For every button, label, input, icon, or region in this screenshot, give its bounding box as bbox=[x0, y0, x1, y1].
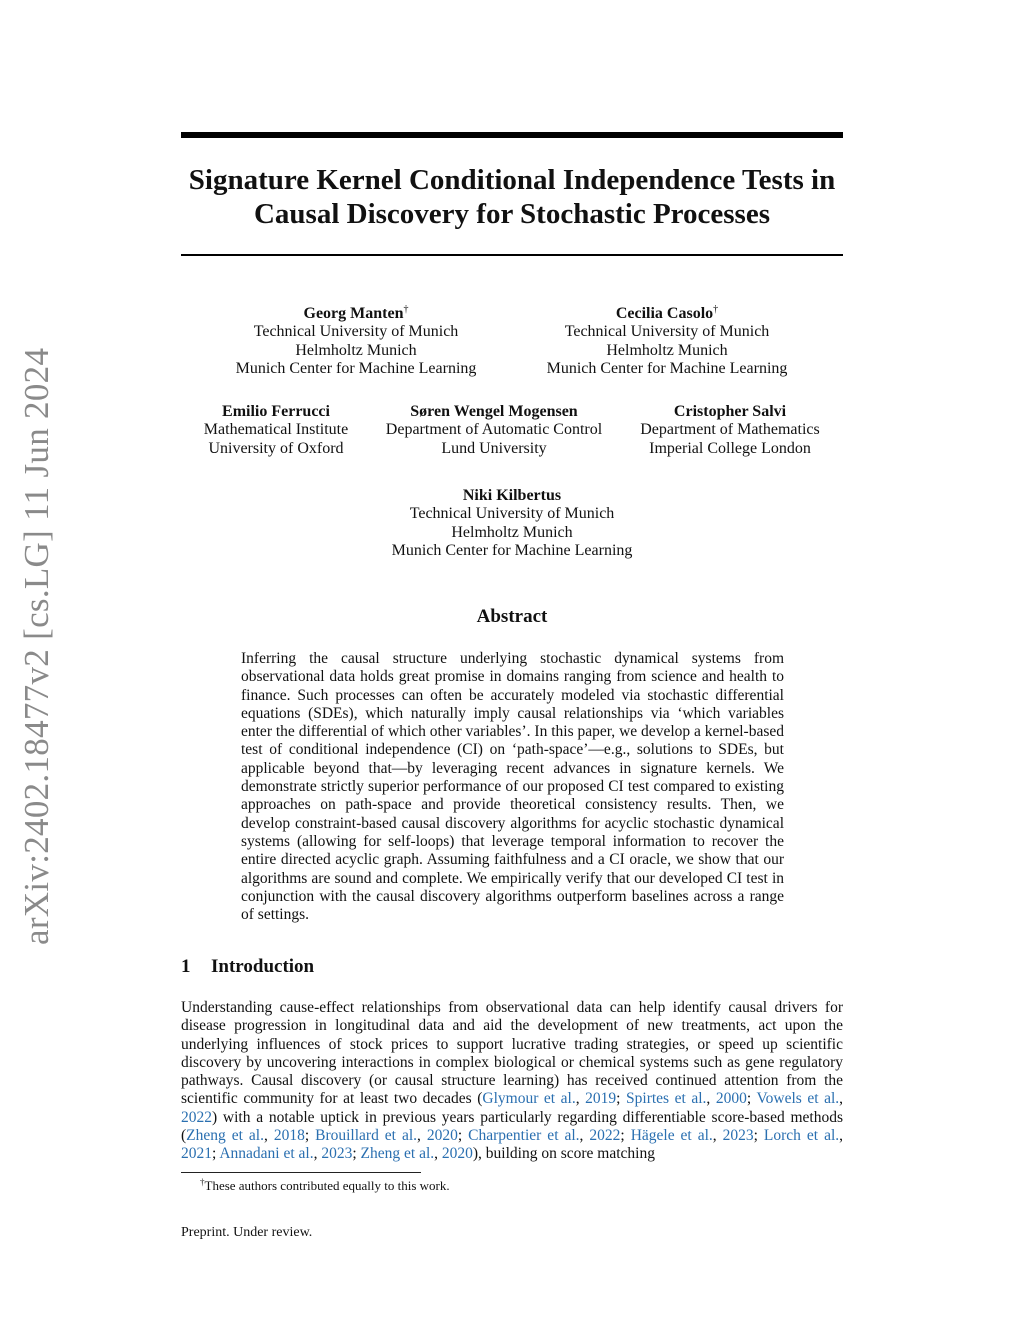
citation-link[interactable]: Brouillard et al. bbox=[315, 1127, 418, 1145]
author-name: Cristopher Salvi bbox=[673, 403, 787, 420]
section-title: Introduction bbox=[211, 956, 315, 977]
footnote-rule bbox=[181, 1172, 421, 1173]
citation-link[interactable]: 2020 bbox=[426, 1127, 458, 1145]
footnote-mark: † bbox=[200, 1177, 205, 1187]
author-affiliation: University of Oxford bbox=[208, 439, 344, 457]
footnote bbox=[200, 1177, 450, 1194]
citation-link[interactable]: 2018 bbox=[273, 1127, 305, 1145]
arxiv-stamp: arXiv:2402.18477v2 [cs.LG] 11 Jun 2024 bbox=[17, 347, 56, 945]
citation-link[interactable]: Vowels et al. bbox=[756, 1090, 840, 1108]
author-block bbox=[517, 301, 817, 378]
author-name: Søren Wengel Mogensen bbox=[410, 403, 578, 420]
citation-link[interactable]: 2000 bbox=[715, 1090, 747, 1108]
footnote-text: These authors contributed equally to this work. bbox=[204, 1178, 450, 1193]
author-block bbox=[186, 403, 366, 458]
citation-link[interactable]: 2020 bbox=[441, 1145, 473, 1163]
author-affiliation: Technical University of Munich bbox=[564, 323, 770, 341]
intro-text: Understanding cause-effect relationships from observational data can help identify causal drivers for disease progression in longitudinal data and aid the development of new treatments, act upon the underlying influences of stock prices to support lucrative trading strategies, or speed up scientific discovery by uncovering interactions in complex biological or chemical systems such as gene regulatory pathways. Causal discovery (or causal structure learning) has received continued attention from the scientific community for at least two decades ( bbox=[181, 999, 843, 1108]
citation-link[interactable]: Zheng et al. bbox=[186, 1127, 264, 1145]
author-affiliation: Technical University of Munich bbox=[409, 505, 615, 523]
citation-link[interactable]: Glymour et al. bbox=[482, 1090, 576, 1108]
author-affiliation: Helmholtz Munich bbox=[295, 341, 417, 359]
citation-link[interactable]: Charpentier et al. bbox=[468, 1127, 580, 1145]
equal-contribution-mark: † bbox=[713, 304, 719, 315]
section-number: 1 bbox=[181, 956, 191, 977]
author-affiliation: Munich Center for Machine Learning bbox=[391, 541, 633, 559]
author-name: Niki Kilbertus bbox=[462, 487, 562, 504]
citation-link[interactable]: Annadani et al. bbox=[219, 1145, 314, 1163]
equal-contribution-mark: † bbox=[403, 304, 409, 315]
author-affiliation: Department of Automatic Control bbox=[385, 421, 603, 439]
section-heading bbox=[181, 956, 314, 978]
title-line-2: Causal Discovery for Stochastic Processes bbox=[253, 198, 770, 230]
author-name: Cecilia Casolo bbox=[615, 305, 714, 322]
author-affiliation: Mathematical Institute bbox=[203, 421, 349, 439]
author-name: Emilio Ferrucci bbox=[222, 403, 330, 420]
citation-link[interactable]: Zheng et al. bbox=[360, 1145, 435, 1163]
citation-link[interactable]: Spirtes et al. bbox=[626, 1090, 707, 1108]
paper-title bbox=[181, 163, 843, 231]
author-affiliation: Munich Center for Machine Learning bbox=[235, 359, 477, 377]
citation-link[interactable]: 2022 bbox=[181, 1108, 212, 1126]
author-block bbox=[625, 403, 835, 458]
author-affiliation: Helmholtz Munich bbox=[606, 341, 728, 359]
abstract-text: Inferring the causal structure underlying stochastic dynamical systems from observational data holds great promise in domains ranging from science and health to finance. Such processes can often be accurately modeled via stochastic differential equations (SDEs), which naturally imply causal relationships via ‘which variables enter the differential of which other variables’. In this paper, we develop a kernel-based test of conditional independence (CI) on ‘path-space’—e.g., solutions to SDEs, but applicable beyond that—by leveraging recent advances in signature kernels. We demonstrate strictly superior performance of our proposed CI test compared to existing approaches on path-space and provide theoretical consistency results. Then, we develop constraint-based causal discovery algorithms for acyclic stochastic dynamical systems (allowing for self-loops) that leverage temporal information to recover the entire directed acyclic graph. Assuming faithfulness and a CI oracle, we show that our algorithms are sound and complete. We empirically verify that our developed CI test in conjunction with the causal discovery algorithms outperform baselines across a range of settings. bbox=[241, 650, 784, 924]
author-affiliation: Department of Mathematics bbox=[640, 421, 820, 439]
author-affiliation: Technical University of Munich bbox=[253, 323, 459, 341]
intro-text: ) with a notable uptick in previous years particularly regarding differentiable score-based methods ( bbox=[181, 1108, 843, 1145]
intro-text: ), building on score matching bbox=[472, 1145, 655, 1163]
citation-link[interactable]: 2023 bbox=[321, 1145, 353, 1163]
preprint-note: Preprint. Under review. bbox=[181, 1225, 313, 1240]
author-affiliation: Imperial College London bbox=[649, 439, 811, 457]
citation-link[interactable]: 2021 bbox=[181, 1145, 212, 1163]
citation-link[interactable]: Hägele et al. bbox=[630, 1127, 713, 1145]
author-affiliation: Lund University bbox=[441, 439, 547, 457]
title-rule-bottom bbox=[181, 254, 843, 256]
author-affiliation: Helmholtz Munich bbox=[451, 523, 573, 541]
abstract-heading: Abstract bbox=[476, 606, 548, 627]
author-affiliation: Munich Center for Machine Learning bbox=[546, 359, 788, 377]
author-block bbox=[369, 403, 619, 458]
author-name: Georg Manten bbox=[303, 305, 404, 322]
intro-paragraph: Understanding cause-effect relationships from observational data can help identify causal drivers for disease progression in longitudinal data and aid the development of new treatments, act upon the underlying influences of stock prices to support lucrative trading strategies, or speed up scientific discovery by uncovering interactions in complex biological or chemical systems such as gene regulatory pathways. Causal discovery (or causal structure learning) has received continued attention from the scientific community for at least two decades (Glymour et al., 2019; Spirtes et al., 2000; Vowels et al., 2022) with a notable uptick in previous years particularly regarding differentiable score-based methods (Zheng et al., 2018; Brouillard et al., 2020; Charpentier et al., 2022; Hägele et al., 2023; Lorch et al., 2021; Annadani et al., 2023; Zheng et al., 2020), building on score matching bbox=[181, 999, 844, 1163]
citation-link[interactable]: 2019 bbox=[585, 1090, 617, 1108]
author-block bbox=[362, 487, 662, 560]
title-rule-top bbox=[181, 132, 843, 138]
citation-link[interactable]: Lorch et al. bbox=[763, 1127, 840, 1145]
citation-link[interactable]: 2023 bbox=[722, 1127, 754, 1145]
author-block bbox=[206, 301, 506, 378]
title-line-1: Signature Kernel Conditional Independence Tests in bbox=[188, 164, 836, 196]
citation-link[interactable]: 2022 bbox=[589, 1127, 621, 1145]
